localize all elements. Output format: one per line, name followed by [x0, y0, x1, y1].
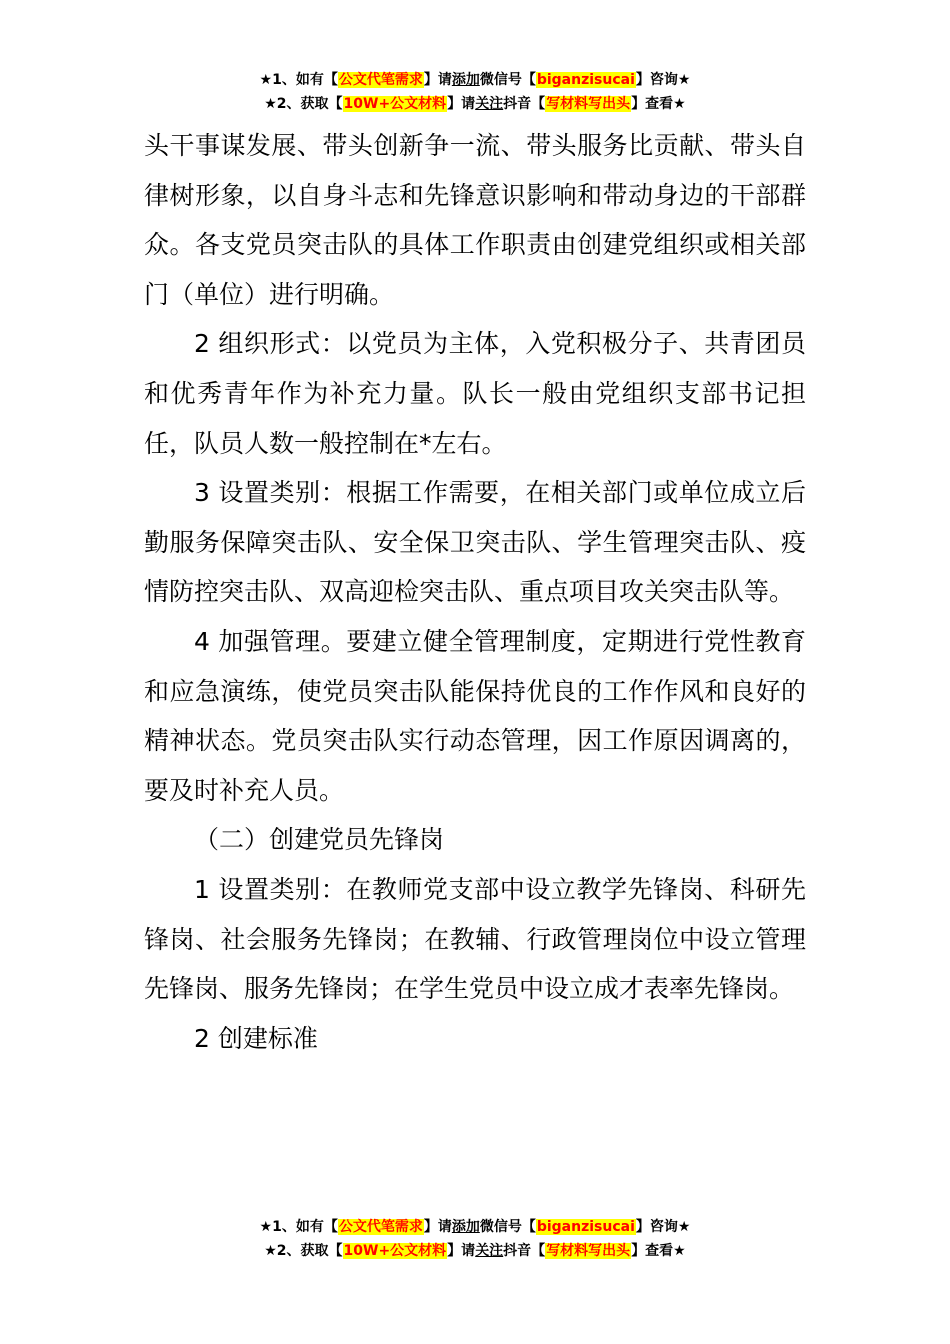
paragraph-strengthen-management: 4 加强管理。要建立健全管理制度，定期进行党性教育和应急演练，使党员突击队能保持优良的工作作风和良好的精神状态。党员突击队实行动态管理，因工作原因调离的，要及时补充人员。 — [144, 626, 806, 805]
banner-underlined: 关注 — [475, 96, 504, 112]
banner-text: 】请 — [423, 1219, 452, 1235]
banner-wechat-id: biganzisucai — [536, 1219, 635, 1235]
banner-highlight: 公文代笔需求 — [338, 72, 423, 88]
banner-text: ★2、获取【 — [264, 1243, 343, 1259]
banner-underlined: 添加 — [451, 72, 480, 88]
banner-highlight: 10W+公文材料 — [343, 96, 447, 112]
banner-text: 】咨询★ — [635, 1219, 691, 1235]
banner-text: 微信号【 — [479, 1219, 536, 1235]
footer-banner — [0, 1215, 950, 1263]
banner-text: 】查看★ — [631, 1243, 686, 1259]
banner-highlight: 10W+公文材料 — [343, 1243, 447, 1259]
banner-text: 】请 — [423, 72, 452, 88]
banner-text: 抖音【 — [503, 96, 546, 112]
document-body — [144, 121, 806, 1063]
paragraph-organization-form: 2 组织形式：以党员为主体，入党积极分子、共青团员和优秀青年作为补充力量。队长一般由党组织支部书记担任，队员人数一般控制在*左右。 — [144, 329, 806, 458]
banner-text: 抖音【 — [503, 1243, 546, 1259]
banner-text: 】查看★ — [631, 96, 686, 112]
paragraph-setup-categories: 3 设置类别：根据工作需要，在相关部门或单位成立后勤服务保障突击队、安全保卫突击队、学生管理突击队、疫情防控突击队、双高迎检突击队、重点项目攻关突击队等。 — [144, 478, 806, 607]
banner-text: ★2、获取【 — [264, 96, 343, 112]
banner-douyin-id: 写材料写出头 — [546, 96, 631, 112]
banner-highlight: 公文代笔需求 — [338, 1219, 423, 1235]
banner-text: ★1、如有【 — [259, 1219, 338, 1235]
banner-text: 】咨询★ — [635, 72, 691, 88]
paragraph-creation-standard: 2 创建标准 — [194, 1023, 318, 1053]
banner-wechat-id: biganzisucai — [536, 72, 635, 88]
section-heading: （二）创建党员先锋岗 — [194, 825, 445, 855]
banner-text: 】请 — [447, 1243, 476, 1259]
banner-underlined: 添加 — [451, 1219, 480, 1235]
banner-text: 微信号【 — [479, 72, 536, 88]
banner-line-2 — [0, 1239, 950, 1263]
banner-line-1 — [0, 1215, 950, 1239]
banner-text: ★1、如有【 — [259, 72, 338, 88]
banner-line-1 — [0, 68, 950, 92]
paragraph-continuation: 头干事谋发展、带头创新争一流、带头服务比贡献、带头自律树形象，以自身斗志和先锋意识影响和带动身边的干部群众。各支党员突击队的具体工作职责由创建党组织或相关部门（单位）进行明确。 — [144, 131, 806, 309]
header-banner — [0, 68, 950, 116]
banner-douyin-id: 写材料写出头 — [546, 1243, 631, 1259]
banner-text: 】请 — [447, 96, 476, 112]
paragraph-pioneer-categories: 1 设置类别：在教师党支部中设立教学先锋岗、科研先锋岗、社会服务先锋岗；在教辅、行政管理岗位中设立管理先锋岗、服务先锋岗；在学生党员中设立成才表率先锋岗。 — [144, 874, 806, 1004]
banner-underlined: 关注 — [475, 1243, 504, 1259]
banner-line-2 — [0, 92, 950, 116]
